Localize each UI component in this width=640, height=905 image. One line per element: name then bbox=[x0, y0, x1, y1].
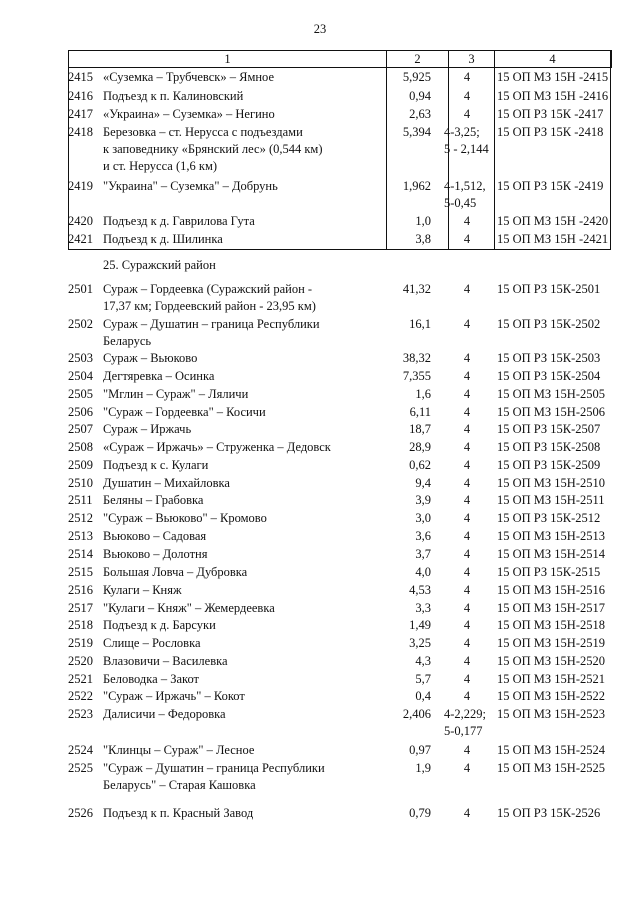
row-number: 2502 bbox=[68, 317, 93, 331]
road-name: "Кулаги – Княж" – Жемердеевка bbox=[103, 601, 275, 615]
table-rule-2 bbox=[386, 50, 387, 250]
road-name: Беларусь bbox=[103, 334, 152, 348]
road-name: Сураж – Гордеевка (Суражский район - bbox=[103, 282, 313, 296]
road-category: 4 bbox=[463, 458, 471, 472]
road-length: 2,406 bbox=[402, 707, 431, 721]
road-code: 15 ОП МЗ 15Н-2517 bbox=[497, 601, 605, 615]
row-number: 2513 bbox=[68, 529, 93, 543]
road-name: Большая Ловча – Дубровка bbox=[103, 565, 248, 579]
road-name: Слище – Рословка bbox=[103, 636, 201, 650]
road-length: 0,4 bbox=[415, 689, 431, 703]
row-number: 2506 bbox=[68, 405, 93, 419]
table-rule-4 bbox=[494, 50, 495, 250]
road-name: Подъезд к д. Барсуки bbox=[103, 618, 216, 632]
road-category: 4 bbox=[463, 601, 471, 615]
road-code: 15 ОП РЗ 15К-2509 bbox=[497, 458, 601, 472]
road-category: 4 bbox=[463, 654, 471, 668]
row-number: 2509 bbox=[68, 458, 93, 472]
road-length: 3,0 bbox=[415, 511, 431, 525]
road-length: 5,925 bbox=[402, 70, 431, 84]
road-code: 15 ОП РЗ 15К -2417 bbox=[497, 107, 604, 121]
road-length: 1,6 bbox=[415, 387, 431, 401]
page-number: 23 bbox=[313, 22, 327, 36]
road-category: 4 bbox=[463, 583, 471, 597]
road-category: 4 bbox=[463, 317, 471, 331]
road-code: 15 ОП МЗ 15Н-2520 bbox=[497, 654, 605, 668]
road-length: 1,49 bbox=[409, 618, 431, 632]
road-length: 5,394 bbox=[402, 125, 431, 139]
road-length: 3,3 bbox=[415, 601, 431, 615]
road-length: 4,53 bbox=[409, 583, 431, 597]
row-number: 2417 bbox=[68, 107, 93, 121]
road-code: 15 ОП МЗ 15Н-2510 bbox=[497, 476, 605, 490]
road-name: и ст. Нерусса (1,6 км) bbox=[103, 159, 218, 173]
road-name: "Украина" – Суземка" – Добрунь bbox=[103, 179, 278, 193]
row-number: 2507 bbox=[68, 422, 93, 436]
road-category: 4 bbox=[463, 422, 471, 436]
road-code: 15 ОП РЗ 15К-2501 bbox=[497, 282, 601, 296]
road-length: 3,7 bbox=[415, 547, 431, 561]
row-number: 2515 bbox=[68, 565, 93, 579]
road-code: 15 ОП РЗ 15К-2526 bbox=[497, 806, 601, 820]
road-code: 15 ОП РЗ 15К-2503 bbox=[497, 351, 601, 365]
row-number: 2526 bbox=[68, 806, 93, 820]
road-category: 4 bbox=[463, 282, 471, 296]
road-name: Сураж – Душатин – граница Республики bbox=[103, 317, 320, 331]
road-category: 4 bbox=[463, 761, 471, 775]
road-category: 5-0,45 bbox=[444, 196, 477, 210]
table-border-right bbox=[610, 50, 611, 250]
road-code: 15 ОП РЗ 15К -2418 bbox=[497, 125, 604, 139]
section-title: 25. Суражский район bbox=[103, 258, 216, 272]
road-category: 4 bbox=[463, 618, 471, 632]
road-length: 38,32 bbox=[402, 351, 431, 365]
road-code: 15 ОП РЗ 15К-2502 bbox=[497, 317, 601, 331]
row-number: 2517 bbox=[68, 601, 93, 615]
road-length: 2,63 bbox=[409, 107, 431, 121]
road-category: 4 bbox=[463, 636, 471, 650]
road-name: Влазовичи – Василевка bbox=[103, 654, 228, 668]
header-col-1: 1 bbox=[69, 51, 387, 67]
header-col-4: 4 bbox=[549, 52, 556, 66]
row-number: 2510 bbox=[68, 476, 93, 490]
road-length: 5,7 bbox=[415, 672, 431, 686]
road-code: 15 ОП МЗ 15Н-2506 bbox=[497, 405, 605, 419]
road-length: 4,0 bbox=[415, 565, 431, 579]
row-number: 2518 bbox=[68, 618, 93, 632]
road-code: 15 ОП МЗ 15Н -2420 bbox=[497, 214, 609, 228]
road-code: 15 ОП РЗ 15К-2515 bbox=[497, 565, 601, 579]
road-category: 4 bbox=[463, 476, 471, 490]
road-category: 4 bbox=[463, 743, 471, 757]
road-length: 7,355 bbox=[402, 369, 431, 383]
road-name: к заповеднику «Брянский лес» (0,544 км) bbox=[103, 142, 323, 156]
road-name: Беларусь" – Старая Кашовка bbox=[103, 778, 256, 792]
road-length: 0,97 bbox=[409, 743, 431, 757]
road-name: Подъезд к с. Кулаги bbox=[103, 458, 209, 472]
road-length: 0,62 bbox=[409, 458, 431, 472]
road-name: «Украина» – Суземка» – Негино bbox=[103, 107, 275, 121]
row-number: 2523 bbox=[68, 707, 93, 721]
road-length: 16,1 bbox=[409, 317, 431, 331]
row-number: 2524 bbox=[68, 743, 93, 757]
road-category: 4 bbox=[463, 232, 471, 246]
road-name: Беловодка – Закот bbox=[103, 672, 200, 686]
row-number: 2505 bbox=[68, 387, 93, 401]
road-category: 4 bbox=[463, 405, 471, 419]
row-number: 2512 bbox=[68, 511, 93, 525]
road-name: Вьюково – Садовая bbox=[103, 529, 207, 543]
row-number: 2525 bbox=[68, 761, 93, 775]
road-length: 28,9 bbox=[409, 440, 431, 454]
road-code: 15 ОП РЗ 15К-2512 bbox=[497, 511, 601, 525]
road-length: 3,9 bbox=[415, 493, 431, 507]
row-number: 2419 bbox=[68, 179, 93, 193]
road-category: 4-1,512, bbox=[444, 179, 486, 193]
road-category: 5 - 2,144 bbox=[444, 142, 489, 156]
road-code: 15 ОП МЗ 15Н-2519 bbox=[497, 636, 605, 650]
road-name: "Сураж – Душатин – граница Республики bbox=[103, 761, 325, 775]
header-col-3: 3 bbox=[449, 51, 495, 67]
row-number: 2501 bbox=[68, 282, 93, 296]
road-name: Душатин – Михайловка bbox=[103, 476, 230, 490]
road-name: Вьюково – Долотня bbox=[103, 547, 208, 561]
row-number: 2418 bbox=[68, 125, 93, 139]
road-category: 4 bbox=[463, 529, 471, 543]
road-category: 4-2,229; bbox=[444, 707, 487, 721]
row-number: 2521 bbox=[68, 672, 93, 686]
road-code: 15 ОП МЗ 15Н-2511 bbox=[497, 493, 605, 507]
road-length: 1,9 bbox=[415, 761, 431, 775]
road-name: Беляны – Грабовка bbox=[103, 493, 204, 507]
road-name: Дегтяревка – Осинка bbox=[103, 369, 215, 383]
row-number: 2516 bbox=[68, 583, 93, 597]
road-name: "Мглин – Сураж" – Ляличи bbox=[103, 387, 249, 401]
header-col-2: 2 bbox=[387, 51, 449, 67]
road-code: 15 ОП МЗ 15Н-2514 bbox=[497, 547, 605, 561]
road-category: 4 bbox=[463, 565, 471, 579]
road-category: 4 bbox=[463, 493, 471, 507]
road-category: 4-3,25; bbox=[444, 125, 480, 139]
table-header bbox=[68, 50, 612, 68]
road-code: 15 ОП МЗ 15Н-2521 bbox=[497, 672, 605, 686]
row-number: 2421 bbox=[68, 232, 93, 246]
road-name: Сураж – Вьюково bbox=[103, 351, 198, 365]
row-number: 2511 bbox=[68, 493, 93, 507]
road-length: 6,11 bbox=[409, 405, 431, 419]
road-name: Подъезд к п. Калиновский bbox=[103, 89, 244, 103]
road-name: "Сураж – Вьюково" – Кромово bbox=[103, 511, 267, 525]
road-category: 4 bbox=[463, 70, 471, 84]
road-name: Подъезд к д. Гаврилова Гута bbox=[103, 214, 255, 228]
road-length: 3,6 bbox=[415, 529, 431, 543]
road-name: «Суземка – Трубчевск» – Ямное bbox=[103, 70, 274, 84]
row-number: 2416 bbox=[68, 89, 93, 103]
road-code: 15 ОП РЗ 15К-2504 bbox=[497, 369, 601, 383]
road-name: Далисичи – Федоровка bbox=[103, 707, 226, 721]
road-length: 3,25 bbox=[409, 636, 431, 650]
road-name: Кулаги – Княж bbox=[103, 583, 182, 597]
road-length: 3,8 bbox=[415, 232, 431, 246]
road-code: 15 ОП МЗ 15Н -2416 bbox=[497, 89, 609, 103]
road-category: 4 bbox=[463, 387, 471, 401]
road-name: "Сураж – Гордеевка" – Косичи bbox=[103, 405, 266, 419]
row-number: 2522 bbox=[68, 689, 93, 703]
road-code: 15 ОП МЗ 15Н-2513 bbox=[497, 529, 605, 543]
road-name: "Клинцы – Сураж" – Лесное bbox=[103, 743, 255, 757]
road-code: 15 ОП МЗ 15Н-2522 bbox=[497, 689, 605, 703]
road-length: 0,94 bbox=[409, 89, 431, 103]
road-category: 4 bbox=[463, 107, 471, 121]
road-code: 15 ОП РЗ 15К -2419 bbox=[497, 179, 604, 193]
road-code: 15 ОП МЗ 15Н-2525 bbox=[497, 761, 605, 775]
road-name: «Сураж – Иржачь» – Струженка – Дедовск bbox=[103, 440, 331, 454]
road-category: 4 bbox=[463, 672, 471, 686]
road-category: 4 bbox=[463, 440, 471, 454]
row-number: 2415 bbox=[68, 70, 93, 84]
road-category: 4 bbox=[463, 511, 471, 525]
road-length: 9,4 bbox=[415, 476, 431, 490]
road-code: 15 ОП МЗ 15Н-2523 bbox=[497, 707, 605, 721]
row-number: 2503 bbox=[68, 351, 93, 365]
road-length: 0,79 bbox=[409, 806, 431, 820]
road-category: 4 bbox=[463, 351, 471, 365]
road-length: 4,3 bbox=[415, 654, 431, 668]
road-length: 41,32 bbox=[402, 282, 431, 296]
road-category: 4 bbox=[463, 369, 471, 383]
road-name: "Сураж – Иржачь" – Кокот bbox=[103, 689, 245, 703]
row-number: 2504 bbox=[68, 369, 93, 383]
row-number: 2420 bbox=[68, 214, 93, 228]
road-code: 15 ОП МЗ 15Н-2518 bbox=[497, 618, 605, 632]
road-length: 1,962 bbox=[402, 179, 431, 193]
road-name: Сураж – Иржачь bbox=[103, 422, 192, 436]
road-code: 15 ОП МЗ 15Н-2516 bbox=[497, 583, 605, 597]
road-code: 15 ОП МЗ 15Н -2415 bbox=[497, 70, 609, 84]
row-number: 2520 bbox=[68, 654, 93, 668]
road-category: 4 bbox=[463, 689, 471, 703]
road-code: 15 ОП РЗ 15К-2508 bbox=[497, 440, 601, 454]
road-name: 17,37 км; Гордеевский район - 23,95 км) bbox=[103, 299, 316, 313]
road-name: Березовка – ст. Нерусса с подъездами bbox=[103, 125, 303, 139]
road-category: 4 bbox=[463, 214, 471, 228]
road-category: 4 bbox=[463, 89, 471, 103]
road-code: 15 ОП МЗ 15Н-2524 bbox=[497, 743, 605, 757]
road-name: Подъезд к д. Шилинка bbox=[103, 232, 223, 246]
road-code: 15 ОП МЗ 15Н -2421 bbox=[497, 232, 609, 246]
road-length: 1,0 bbox=[415, 214, 431, 228]
road-category: 5-0,177 bbox=[444, 724, 483, 738]
road-name: Подъезд к п. Красный Завод bbox=[103, 806, 254, 820]
row-number: 2519 bbox=[68, 636, 93, 650]
road-code: 15 ОП РЗ 15К-2507 bbox=[497, 422, 601, 436]
table-rule-bottom bbox=[68, 249, 611, 250]
road-code: 15 ОП МЗ 15Н-2505 bbox=[497, 387, 605, 401]
road-length: 18,7 bbox=[409, 422, 431, 436]
road-category: 4 bbox=[463, 806, 471, 820]
row-number: 2508 bbox=[68, 440, 93, 454]
road-category: 4 bbox=[463, 547, 471, 561]
row-number: 2514 bbox=[68, 547, 93, 561]
